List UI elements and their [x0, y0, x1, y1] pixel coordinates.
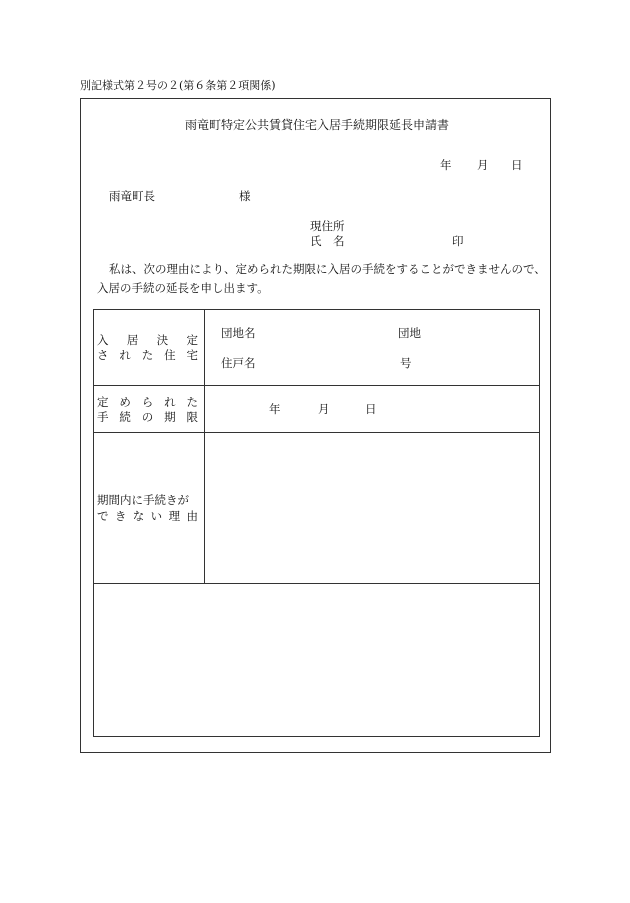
label-char: 宅	[186, 348, 198, 362]
applicant-address-label: 現住所	[310, 219, 345, 233]
table-row-divider-3	[93, 583, 540, 584]
label-char: 居	[126, 333, 139, 347]
label-char: で	[97, 509, 109, 523]
deadline-month-label: 月	[318, 402, 330, 416]
label-char: れ	[164, 395, 176, 409]
label-char: れ	[119, 348, 131, 362]
label-char: 決	[156, 333, 169, 347]
statement-line-1: 私は、次の理由により、定められた期限に入居の手続をすることができませんので、	[109, 262, 546, 276]
deadline-day-label: 日	[365, 402, 377, 416]
remarks-area[interactable]	[95, 585, 538, 735]
form-header-note: 別記様式第２号の２(第６条第２項関係)	[80, 79, 276, 92]
label-char: 定	[186, 333, 198, 347]
complex-suffix: 団地	[398, 326, 421, 340]
label-char: 手	[97, 410, 109, 424]
reason-input-area[interactable]	[206, 434, 538, 582]
row3-label-line-1: 期間内に手続きが	[97, 493, 189, 507]
date-day-label: 日	[511, 158, 523, 172]
label-char: め	[119, 395, 131, 409]
label-char: 理	[168, 509, 181, 523]
label-char: た	[141, 348, 154, 362]
row3-label-line-2	[97, 511, 198, 523]
table-row-divider-1	[93, 385, 540, 386]
row2-label-line-1	[97, 397, 198, 409]
unit-name-label: 住戸名	[221, 356, 256, 370]
row2-label-line-2	[97, 412, 198, 424]
table-column-divider	[204, 309, 205, 584]
date-year-label: 年	[440, 158, 452, 172]
row1-label-line-2	[97, 350, 198, 362]
label-char: な	[132, 509, 145, 523]
label-char: 由	[186, 509, 198, 523]
statement-line-2: 入居の手続の延長を申し出ます。	[97, 281, 269, 295]
deadline-year-label: 年	[269, 402, 281, 416]
form-title: 雨竜町特定公共賃貸住宅入居手続期限延長申請書	[185, 118, 450, 132]
applicant-seal-mark: 印	[452, 234, 464, 248]
label-char: 続	[119, 410, 131, 424]
addressee-honorific: 様	[239, 189, 251, 203]
label-char: い	[150, 509, 163, 523]
complex-name-label: 団地名	[221, 326, 256, 340]
table-row-divider-2	[93, 432, 540, 433]
label-char: 限	[186, 410, 198, 424]
label-char: の	[141, 410, 154, 424]
label-char: 定	[97, 395, 109, 409]
label-char: 期	[164, 410, 176, 424]
label-char: 入	[97, 333, 109, 347]
label-char: き	[114, 509, 127, 523]
label-char: た	[186, 395, 198, 409]
row1-label-line-1	[97, 335, 198, 347]
label-char: さ	[97, 348, 109, 362]
date-month-label: 月	[477, 158, 489, 172]
label-char: 住	[164, 348, 176, 362]
applicant-name-label: 氏 名	[310, 234, 345, 248]
unit-suffix: 号	[400, 356, 412, 370]
label-char: ら	[141, 395, 154, 409]
addressee-name: 雨竜町長	[109, 189, 155, 203]
